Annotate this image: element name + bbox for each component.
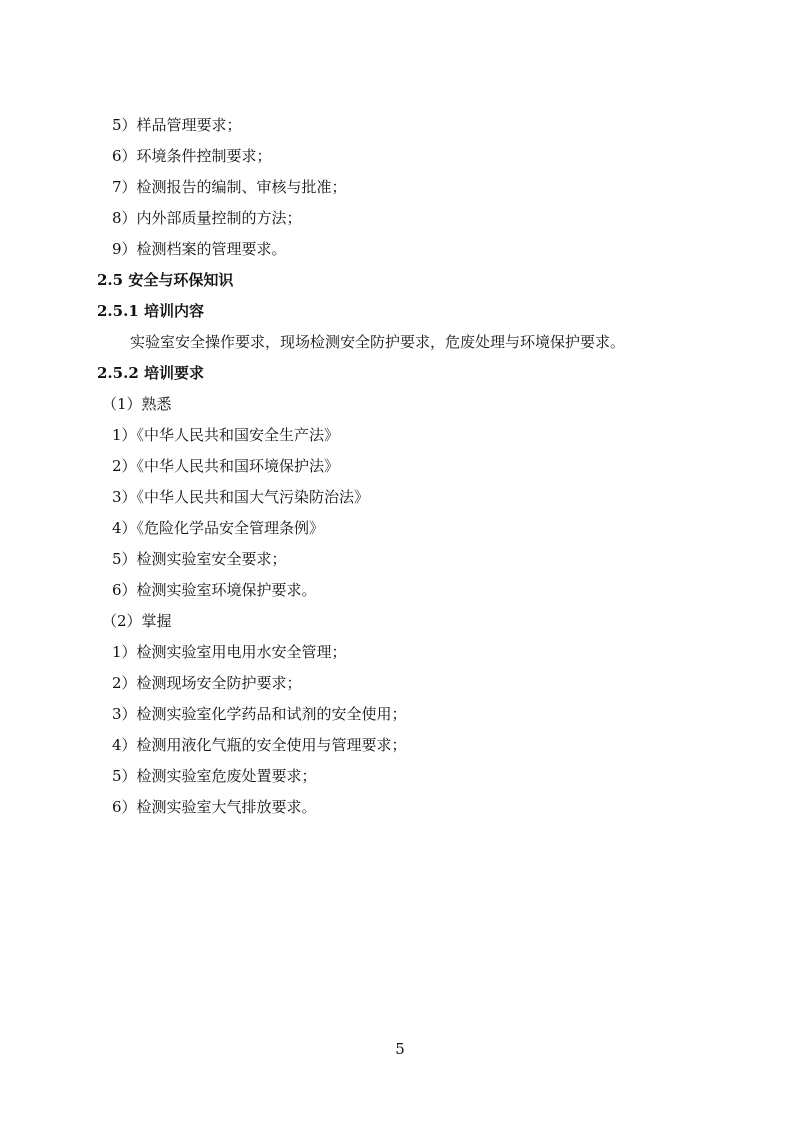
list-item: 5）检测实验室安全要求；	[112, 550, 287, 568]
list-item: 5）样品管理要求；	[112, 116, 242, 134]
list-item: 4）检测用液化气瓶的安全使用与管理要求；	[112, 736, 407, 754]
section-heading-2-5: 2.5 安全与环保知识	[97, 271, 234, 289]
page-number: 5	[395, 1040, 405, 1058]
subheading-master: （2）掌握	[102, 612, 172, 630]
list-item: 9）检测档案的管理要求。	[112, 240, 287, 258]
list-item: 1）检测实验室用电用水安全管理；	[112, 643, 347, 661]
list-item: 3）《中华人民共和国大气污染防治法》	[112, 488, 370, 506]
list-item: 2）《中华人民共和国环境保护法》	[112, 457, 340, 475]
list-item: 1）《中华人民共和国安全生产法》	[112, 426, 340, 444]
subheading-familiar: （1）熟悉	[102, 395, 172, 413]
paragraph-training-content: 实验室安全操作要求，现场检测安全防护要求，危废处理与环境保护要求。	[130, 333, 626, 351]
list-item: 6）检测实验室大气排放要求。	[112, 798, 317, 816]
list-item: 6）检测实验室环境保护要求。	[112, 581, 317, 599]
section-heading-2-5-2: 2.5.2 培训要求	[97, 364, 204, 382]
list-item: 7）检测报告的编制、审核与批准；	[112, 178, 347, 196]
list-item: 2）检测现场安全防护要求；	[112, 674, 302, 692]
list-item: 6）环境条件控制要求；	[112, 147, 272, 165]
list-item: 3）检测实验室化学药品和试剂的安全使用；	[112, 705, 407, 723]
list-item: 8）内外部质量控制的方法；	[112, 209, 302, 227]
section-heading-2-5-1: 2.5.1 培训内容	[97, 302, 204, 320]
list-item: 5）检测实验室危废处置要求；	[112, 767, 317, 785]
list-item: 4）《危险化学品安全管理条例》	[112, 519, 325, 537]
